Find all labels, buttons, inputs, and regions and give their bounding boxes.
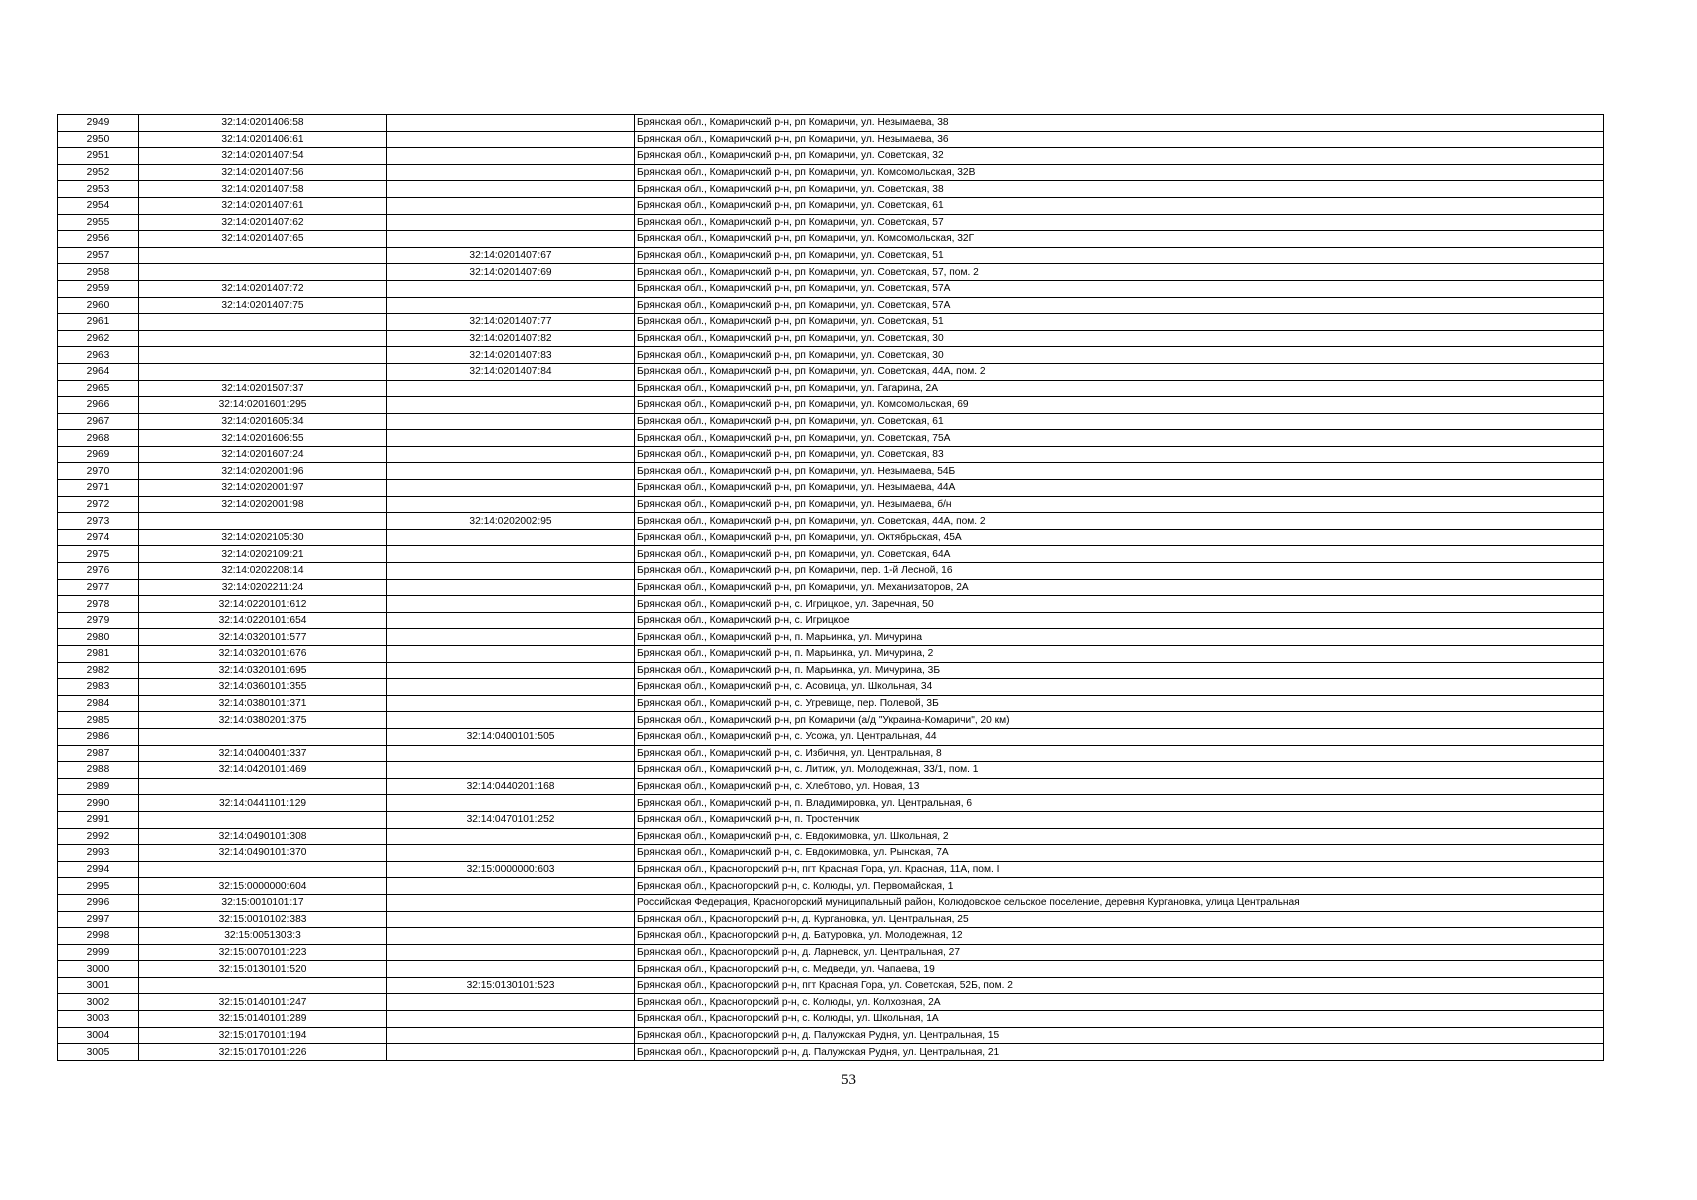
row-number-cell: 2971 [58,480,139,497]
table-row [58,413,1604,430]
cadastral-number-cell: 32:15:0051303:3 [139,928,387,945]
row-number-cell: 2978 [58,596,139,613]
cadastral-number-cell: 32:14:0202105:30 [139,529,387,546]
address-cell: Брянская обл., Комаричский р-н, рп Комаричи, ул. Советская, 61 [635,413,1604,430]
row-number-cell: 2991 [58,811,139,828]
row-number-cell: 2968 [58,430,139,447]
table-row [58,961,1604,978]
address-cell: Брянская обл., Комаричский р-н, рп Комаричи, ул. Механизаторов, 2А [635,579,1604,596]
secondary-cadastral-number-cell [387,1044,635,1061]
secondary-cadastral-number-cell: 32:14:0201407:84 [387,363,635,380]
secondary-cadastral-number-cell [387,546,635,563]
row-number-cell: 2979 [58,612,139,629]
table-row [58,280,1604,297]
property-table [57,114,1604,1061]
table-row [58,463,1604,480]
address-cell: Брянская обл., Комаричский р-н, п. Тростенчик [635,811,1604,828]
secondary-cadastral-number-cell [387,115,635,132]
address-cell: Брянская обл., Комаричский р-н, рп Комаричи, ул. Советская, 57 [635,214,1604,231]
table-row [58,164,1604,181]
table-row [58,181,1604,198]
row-number-cell: 2975 [58,546,139,563]
address-cell: Брянская обл., Комаричский р-н, п. Марьинка, ул. Мичурина [635,629,1604,646]
address-cell: Брянская обл., Комаричский р-н, рп Комаричи, ул. Гагарина, 2А [635,380,1604,397]
secondary-cadastral-number-cell [387,413,635,430]
cadastral-number-cell: 32:14:0201407:58 [139,181,387,198]
address-cell: Брянская обл., Комаричский р-н, рп Комаричи, ул. Незымаева, 44А [635,480,1604,497]
address-cell: Брянская обл., Комаричский р-н, рп Комаричи, ул. Незымаева, 38 [635,115,1604,132]
address-cell: Брянская обл., Комаричский р-н, с. Хлебтово, ул. Новая, 13 [635,778,1604,795]
cadastral-number-cell: 32:14:0360101:355 [139,679,387,696]
secondary-cadastral-number-cell [387,646,635,663]
table-row [58,679,1604,696]
address-cell: Брянская обл., Красногорский р-н, с. Медведи, ул. Чапаева, 19 [635,961,1604,978]
cadastral-number-cell: 32:15:0000000:604 [139,878,387,895]
table-row [58,529,1604,546]
address-cell: Брянская обл., Красногорский р-н, д. Батуровка, ул. Молодежная, 12 [635,928,1604,945]
row-number-cell: 2969 [58,446,139,463]
address-cell: Брянская обл., Красногорский р-н, пгт Красная Гора, ул. Советская, 52Б, пом. 2 [635,977,1604,994]
table-row [58,131,1604,148]
row-number-cell: 2972 [58,496,139,513]
secondary-cadastral-number-cell: 32:14:0201407:77 [387,314,635,331]
address-cell: Брянская обл., Комаричский р-н, рп Комаричи, ул. Советская, 30 [635,347,1604,364]
table-row [58,513,1604,530]
row-number-cell: 2966 [58,397,139,414]
address-cell: Брянская обл., Комаричский р-н, с. Евдокимовка, ул. Рынская, 7А [635,845,1604,862]
cadastral-number-cell: 32:15:0140101:247 [139,994,387,1011]
cadastral-number-cell: 32:14:0400401:337 [139,745,387,762]
cadastral-number-cell [139,977,387,994]
row-number-cell: 2956 [58,231,139,248]
address-cell: Брянская обл., Комаричский р-н, рп Комаричи, ул. Незымаева, б/н [635,496,1604,513]
table-row [58,994,1604,1011]
secondary-cadastral-number-cell [387,181,635,198]
row-number-cell: 2963 [58,347,139,364]
cadastral-number-cell: 32:15:0010102:383 [139,911,387,928]
row-number-cell: 3002 [58,994,139,1011]
row-number-cell: 2982 [58,662,139,679]
secondary-cadastral-number-cell [387,1027,635,1044]
table-row [58,828,1604,845]
secondary-cadastral-number-cell [387,944,635,961]
secondary-cadastral-number-cell [387,480,635,497]
row-number-cell: 2973 [58,513,139,530]
row-number-cell: 3003 [58,1011,139,1028]
row-number-cell: 2993 [58,845,139,862]
cadastral-number-cell: 32:14:0320101:577 [139,629,387,646]
table-row [58,712,1604,729]
cadastral-number-cell [139,728,387,745]
table-row [58,197,1604,214]
address-cell: Брянская обл., Красногорский р-н, д. Кургановка, ул. Центральная, 25 [635,911,1604,928]
address-cell: Брянская обл., Комаричский р-н, п. Марьинка, ул. Мичурина, 2 [635,646,1604,663]
table-row [58,728,1604,745]
address-cell: Брянская обл., Комаричский р-н, с. Литиж, ул. Молодежная, 33/1, пом. 1 [635,762,1604,779]
secondary-cadastral-number-cell [387,961,635,978]
row-number-cell: 2959 [58,280,139,297]
cadastral-number-cell: 32:15:0140101:289 [139,1011,387,1028]
address-cell: Брянская обл., Комаричский р-н, рп Комаричи, ул. Незымаева, 54Б [635,463,1604,480]
secondary-cadastral-number-cell [387,845,635,862]
address-cell: Брянская обл., Комаричский р-н, с. Игрицкое [635,612,1604,629]
secondary-cadastral-number-cell [387,695,635,712]
cadastral-number-cell: 32:14:0201507:37 [139,380,387,397]
address-cell: Брянская обл., Красногорский р-н, с. Колюды, ул. Школьная, 1А [635,1011,1604,1028]
cadastral-number-cell: 32:14:0201406:61 [139,131,387,148]
secondary-cadastral-number-cell: 32:14:0201407:83 [387,347,635,364]
secondary-cadastral-number-cell [387,1011,635,1028]
address-cell: Брянская обл., Комаричский р-н, с. Усожа, ул. Центральная, 44 [635,728,1604,745]
address-cell: Брянская обл., Комаричский р-н, рп Комаричи, ул. Советская, 44А, пом. 2 [635,513,1604,530]
cadastral-number-cell: 32:14:0380201:375 [139,712,387,729]
table-row [58,629,1604,646]
secondary-cadastral-number-cell [387,579,635,596]
address-cell: Брянская обл., Комаричский р-н, рп Комаричи, ул. Советская, 83 [635,446,1604,463]
row-number-cell: 2995 [58,878,139,895]
row-number-cell: 2990 [58,795,139,812]
cadastral-number-cell: 32:14:0201407:72 [139,280,387,297]
cadastral-number-cell: 32:14:0201407:56 [139,164,387,181]
address-cell: Брянская обл., Комаричский р-н, п. Владимировка, ул. Центральная, 6 [635,795,1604,812]
address-cell: Брянская обл., Комаричский р-н, рп Комаричи, ул. Советская, 38 [635,181,1604,198]
cadastral-number-cell [139,330,387,347]
address-cell: Брянская обл., Комаричский р-н, рп Комаричи, ул. Октябрьская, 45А [635,529,1604,546]
table-row [58,845,1604,862]
address-cell: Брянская обл., Красногорский р-н, д. Палужская Рудня, ул. Центральная, 21 [635,1044,1604,1061]
secondary-cadastral-number-cell [387,446,635,463]
table-row [58,762,1604,779]
cadastral-number-cell: 32:14:0201601:295 [139,397,387,414]
secondary-cadastral-number-cell: 32:14:0202002:95 [387,513,635,530]
row-number-cell: 2983 [58,679,139,696]
row-number-cell: 2951 [58,148,139,165]
address-cell: Брянская обл., Красногорский р-н, с. Колюды, ул. Первомайская, 1 [635,878,1604,895]
row-number-cell: 2970 [58,463,139,480]
cadastral-number-cell [139,264,387,281]
table-row [58,546,1604,563]
cadastral-number-cell [139,811,387,828]
address-cell: Брянская обл., Комаричский р-н, рп Комаричи, пер. 1-й Лесной, 16 [635,563,1604,580]
table-row [58,480,1604,497]
page-number: 53 [841,1072,856,1088]
secondary-cadastral-number-cell: 32:14:0400101:505 [387,728,635,745]
address-cell: Брянская обл., Комаричский р-н, рп Комаричи (а/д "Украина-Комаричи", 20 км) [635,712,1604,729]
secondary-cadastral-number-cell [387,911,635,928]
secondary-cadastral-number-cell: 32:14:0201407:67 [387,247,635,264]
table-row [58,646,1604,663]
table-row [58,795,1604,812]
address-cell: Брянская обл., Комаричский р-н, рп Комаричи, ул. Советская, 57А [635,297,1604,314]
row-number-cell: 2965 [58,380,139,397]
address-cell: Брянская обл., Красногорский р-н, д. Ларневск, ул. Центральная, 27 [635,944,1604,961]
row-number-cell: 2992 [58,828,139,845]
table-row [58,563,1604,580]
secondary-cadastral-number-cell [387,529,635,546]
secondary-cadastral-number-cell [387,280,635,297]
secondary-cadastral-number-cell [387,297,635,314]
table-row [58,928,1604,945]
secondary-cadastral-number-cell [387,197,635,214]
cadastral-number-cell: 32:14:0201407:54 [139,148,387,165]
secondary-cadastral-number-cell [387,662,635,679]
table-row [58,977,1604,994]
table-row [58,596,1604,613]
secondary-cadastral-number-cell: 32:15:0130101:523 [387,977,635,994]
secondary-cadastral-number-cell [387,795,635,812]
address-cell: Брянская обл., Комаричский р-н, рп Комаричи, ул. Советская, 57, пом. 2 [635,264,1604,281]
address-cell: Брянская обл., Комаричский р-н, с. Избичня, ул. Центральная, 8 [635,745,1604,762]
row-number-cell: 2984 [58,695,139,712]
table-row [58,579,1604,596]
cadastral-number-cell [139,314,387,331]
address-cell: Брянская обл., Комаричский р-н, рп Комаричи, ул. Комсомольская, 32Г [635,231,1604,248]
address-cell: Брянская обл., Комаричский р-н, рп Комаричи, ул. Советская, 44А, пом. 2 [635,363,1604,380]
address-cell: Брянская обл., Комаричский р-н, рп Комаричи, ул. Советская, 51 [635,314,1604,331]
address-cell: Брянская обл., Комаричский р-н, рп Комаричи, ул. Советская, 57А [635,280,1604,297]
address-cell: Брянская обл., Комаричский р-н, рп Комаричи, ул. Советская, 64А [635,546,1604,563]
table-row [58,894,1604,911]
row-number-cell: 2977 [58,579,139,596]
address-cell: Брянская обл., Красногорский р-н, пгт Красная Гора, ул. Красная, 11А, пом. I [635,861,1604,878]
table-row [58,745,1604,762]
cadastral-number-cell: 32:14:0201606:55 [139,430,387,447]
secondary-cadastral-number-cell [387,745,635,762]
secondary-cadastral-number-cell [387,231,635,248]
table-row [58,612,1604,629]
table-row [58,314,1604,331]
cadastral-number-cell: 32:14:0490101:370 [139,845,387,862]
row-number-cell: 3005 [58,1044,139,1061]
cadastral-number-cell: 32:14:0202109:21 [139,546,387,563]
table-row [58,1027,1604,1044]
table-row [58,247,1604,264]
row-number-cell: 2976 [58,563,139,580]
secondary-cadastral-number-cell [387,878,635,895]
cadastral-number-cell: 32:14:0201406:58 [139,115,387,132]
row-number-cell: 2987 [58,745,139,762]
row-number-cell: 2961 [58,314,139,331]
address-cell: Брянская обл., Комаричский р-н, с. Евдокимовка, ул. Школьная, 2 [635,828,1604,845]
table-row [58,662,1604,679]
address-cell: Брянская обл., Комаричский р-н, рп Комаричи, ул. Советская, 32 [635,148,1604,165]
table-row [58,214,1604,231]
table-row [58,1011,1604,1028]
row-number-cell: 2950 [58,131,139,148]
row-number-cell: 2994 [58,861,139,878]
table-row [58,363,1604,380]
table-row [58,297,1604,314]
table-row [58,695,1604,712]
row-number-cell: 3004 [58,1027,139,1044]
table-row [58,330,1604,347]
row-number-cell: 2958 [58,264,139,281]
row-number-cell: 2981 [58,646,139,663]
secondary-cadastral-number-cell [387,397,635,414]
secondary-cadastral-number-cell: 32:14:0201407:69 [387,264,635,281]
address-cell: Брянская обл., Комаричский р-н, с. Угревище, пер. Полевой, 3Б [635,695,1604,712]
cadastral-number-cell: 32:14:0380101:371 [139,695,387,712]
row-number-cell: 2949 [58,115,139,132]
secondary-cadastral-number-cell: 32:14:0440201:168 [387,778,635,795]
secondary-cadastral-number-cell [387,463,635,480]
table-row [58,811,1604,828]
table-row [58,264,1604,281]
row-number-cell: 2989 [58,778,139,795]
secondary-cadastral-number-cell [387,994,635,1011]
secondary-cadastral-number-cell [387,380,635,397]
secondary-cadastral-number-cell [387,164,635,181]
table-row [58,878,1604,895]
address-cell: Брянская обл., Красногорский р-н, с. Колюды, ул. Колхозная, 2А [635,994,1604,1011]
cadastral-number-cell: 32:14:0201605:34 [139,413,387,430]
address-cell: Брянская обл., Комаричский р-н, рп Комаричи, ул. Советская, 51 [635,247,1604,264]
table-row [58,1044,1604,1061]
cadastral-number-cell [139,363,387,380]
row-number-cell: 2980 [58,629,139,646]
cadastral-number-cell: 32:15:0070101:223 [139,944,387,961]
row-number-cell: 2967 [58,413,139,430]
cadastral-number-cell: 32:14:0220101:612 [139,596,387,613]
cadastral-number-cell: 32:14:0201407:61 [139,197,387,214]
row-number-cell: 2974 [58,529,139,546]
secondary-cadastral-number-cell [387,214,635,231]
cadastral-number-cell: 32:14:0320101:676 [139,646,387,663]
address-cell: Брянская обл., Комаричский р-н, рп Комаричи, ул. Незымаева, 36 [635,131,1604,148]
row-number-cell: 2955 [58,214,139,231]
table-row [58,397,1604,414]
table-row [58,430,1604,447]
row-number-cell: 2996 [58,894,139,911]
row-number-cell: 2985 [58,712,139,729]
cadastral-number-cell [139,513,387,530]
cadastral-number-cell: 32:14:0202208:14 [139,563,387,580]
row-number-cell: 2952 [58,164,139,181]
table-row [58,944,1604,961]
address-cell: Брянская обл., Комаричский р-н, рп Комаричи, ул. Советская, 30 [635,330,1604,347]
row-number-cell: 2986 [58,728,139,745]
table-row [58,148,1604,165]
property-table-body [58,115,1604,1061]
table-row [58,911,1604,928]
table-row [58,347,1604,364]
table-row [58,778,1604,795]
secondary-cadastral-number-cell [387,496,635,513]
secondary-cadastral-number-cell [387,612,635,629]
cadastral-number-cell: 32:14:0490101:308 [139,828,387,845]
table-row [58,380,1604,397]
row-number-cell: 3000 [58,961,139,978]
row-number-cell: 2988 [58,762,139,779]
cadastral-number-cell [139,778,387,795]
cadastral-number-cell: 32:14:0441101:129 [139,795,387,812]
cadastral-number-cell: 32:15:0130101:520 [139,961,387,978]
cadastral-number-cell: 32:14:0220101:654 [139,612,387,629]
secondary-cadastral-number-cell [387,131,635,148]
cadastral-number-cell: 32:14:0202001:96 [139,463,387,480]
row-number-cell: 3001 [58,977,139,994]
cadastral-number-cell: 32:14:0202001:97 [139,480,387,497]
secondary-cadastral-number-cell: 32:15:0000000:603 [387,861,635,878]
cadastral-number-cell: 32:15:0010101:17 [139,894,387,911]
cadastral-number-cell: 32:15:0170101:226 [139,1044,387,1061]
cadastral-number-cell: 32:14:0201407:65 [139,231,387,248]
table-row [58,446,1604,463]
address-cell: Брянская обл., Комаричский р-н, рп Комаричи, ул. Комсомольская, 32В [635,164,1604,181]
address-cell: Брянская обл., Комаричский р-н, рп Комаричи, ул. Комсомольская, 69 [635,397,1604,414]
address-cell: Российская Федерация, Красногорский муниципальный район, Колюдовское сельское поселение, деревня Кургановка, улица Центральная [635,894,1604,911]
secondary-cadastral-number-cell [387,894,635,911]
row-number-cell: 2954 [58,197,139,214]
cadastral-number-cell [139,861,387,878]
secondary-cadastral-number-cell [387,148,635,165]
cadastral-number-cell: 32:15:0170101:194 [139,1027,387,1044]
secondary-cadastral-number-cell [387,430,635,447]
secondary-cadastral-number-cell: 32:14:0201407:82 [387,330,635,347]
secondary-cadastral-number-cell [387,712,635,729]
secondary-cadastral-number-cell [387,762,635,779]
secondary-cadastral-number-cell [387,596,635,613]
row-number-cell: 2962 [58,330,139,347]
row-number-cell: 2997 [58,911,139,928]
cadastral-number-cell [139,347,387,364]
cadastral-number-cell: 32:14:0201407:62 [139,214,387,231]
row-number-cell: 2998 [58,928,139,945]
secondary-cadastral-number-cell [387,679,635,696]
table-row [58,496,1604,513]
address-cell: Брянская обл., Комаричский р-н, рп Комаричи, ул. Советская, 61 [635,197,1604,214]
address-cell: Брянская обл., Комаричский р-н, п. Марьинка, ул. Мичурина, 3Б [635,662,1604,679]
row-number-cell: 2960 [58,297,139,314]
cadastral-number-cell: 32:14:0201607:24 [139,446,387,463]
secondary-cadastral-number-cell [387,563,635,580]
row-number-cell: 2953 [58,181,139,198]
table-row [58,115,1604,132]
row-number-cell: 2964 [58,363,139,380]
secondary-cadastral-number-cell [387,828,635,845]
cadastral-number-cell: 32:14:0202211:24 [139,579,387,596]
secondary-cadastral-number-cell: 32:14:0470101:252 [387,811,635,828]
cadastral-number-cell [139,247,387,264]
address-cell: Брянская обл., Красногорский р-н, д. Палужская Рудня, ул. Центральная, 15 [635,1027,1604,1044]
cadastral-number-cell: 32:14:0320101:695 [139,662,387,679]
table-row [58,231,1604,248]
address-cell: Брянская обл., Комаричский р-н, рп Комаричи, ул. Советская, 75А [635,430,1604,447]
address-cell: Брянская обл., Комаричский р-н, с. Асовица, ул. Школьная, 34 [635,679,1604,696]
cadastral-number-cell: 32:14:0202001:98 [139,496,387,513]
cadastral-number-cell: 32:14:0420101:469 [139,762,387,779]
row-number-cell: 2999 [58,944,139,961]
secondary-cadastral-number-cell [387,928,635,945]
table-row [58,861,1604,878]
row-number-cell: 2957 [58,247,139,264]
secondary-cadastral-number-cell [387,629,635,646]
cadastral-number-cell: 32:14:0201407:75 [139,297,387,314]
address-cell: Брянская обл., Комаричский р-н, с. Игрицкое, ул. Заречная, 50 [635,596,1604,613]
